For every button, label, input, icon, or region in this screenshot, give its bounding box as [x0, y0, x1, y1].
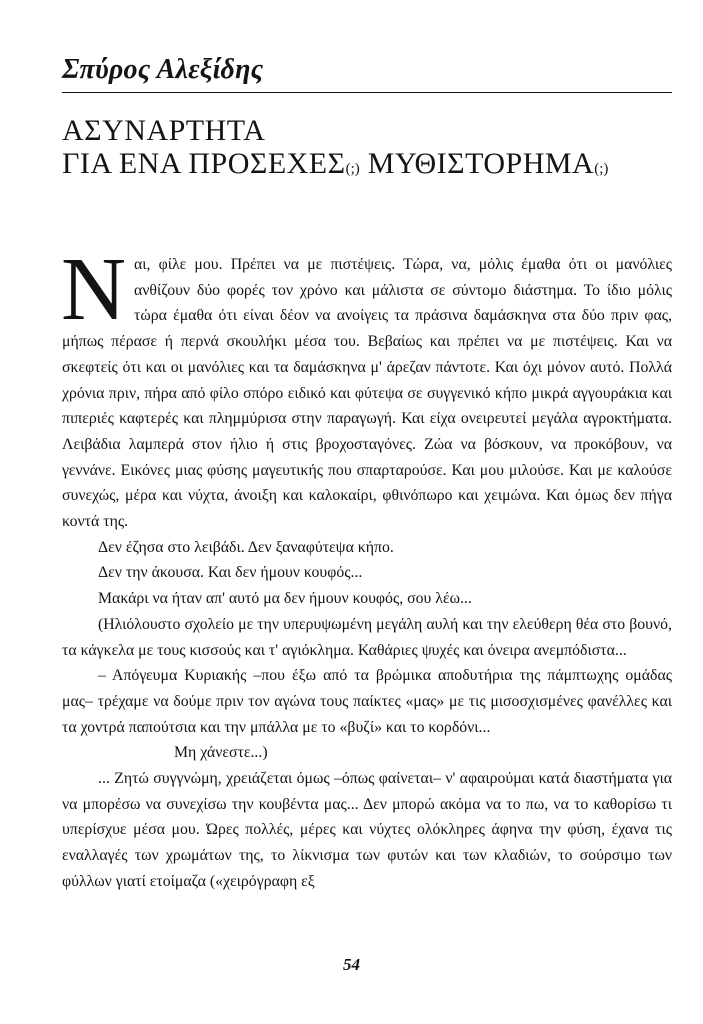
title-question-mark-1: (;) — [345, 161, 360, 177]
page-number: 54 — [343, 955, 360, 974]
paragraph-2: Δεν έζησα στο λειβάδι. Δεν ξαναφύτεψα κήπο. — [98, 538, 394, 556]
paragraph-7: Μη χάνεστε...) — [174, 744, 268, 762]
paragraph-6: – Απόγευμα Κυριακής –που έξω από τα βρώμικα αποδυτήρια της πάμπτωχης ομάδας μας– τρέχαμε να δούμε πριν τον αγώνα τους παίκτες «μας» με τις μισοσχισμένες φανέλλες και τα χοντρά παπούτσια και την μπάλλα με το «βυζί» και το κορδόνι... — [62, 667, 672, 736]
paragraph-8: ... Ζητώ συγγνώμη, χρειάζεται όμως –όπως φαίνεται– ν' αφαιρούμαι κατά διαστήματα για να μπορέσω να συνεχίσω την κουβέντα μας... Δεν μπορώ ακόμα να το πω, να το καθορίσω τι υπερίσχυε μέσα μου. Ώρες πολλές, μέρες και νύχτες ολόκληρες άφηνα την φύση, έχανα τις εναλλαγές των χρωμάτων της, το λίκνισμα των φυτών και των κλαδιών, το σούρσιμο των φύλλων γιατί ετοίμαζα («χειρόγραφη εξ — [62, 770, 672, 890]
paragraph-1-text: αι, φίλε μου. Πρέπει να με πιστέψεις. Τώρα, να, μόλις έμαθα ότι οι μανόλιες ανθίζουν δύο φορές τον χρόνο και μάλιστα σε σύντομο διάστημα. Το ίδιο μόλις τώρα έμαθα ότι είναι δέον να ανοίγεις τα πράσινα δαμάσκηνα στα δύο πριν φας, μήπως πέρασε ή περνά σκουλήκι μέσα του. Βεβαίως και πρέπει να με πιστέψεις. Και να σκεφτείς ότι και οι μανόλιες και τα δαμάσκηνα μ' άρεζαν πάντοτε. Και όχι μόνον αυτό. Πολλά χρόνια πριν, πήρα από φίλο σπόρο ειδικό και φύτεψα σε συγγενικό κήπο μικρά αγγουράκια και πιπεριές καφτερές και πλημμύρισα στην παραγωγή. Και είχα ονειρευτεί μεγάλα αγροκτήματα. Λειβάδια λαμπερά στον ήλιο ή στις βροχοσταγόνες. Ζώα να βόσκουν, να προκόβουν, να γεννάνε. Εικόνες μιας φύσης μαγευτικής που σπαρταρούσε. Και μου μιλούσε. Και με καλούσε συνεχώς, μέρα και νύχτα, άνοιξη και καλοκαίρι, φθινόπωρο και χειμώνα. Και όμως δεν πήγα κοντά της. — [62, 256, 672, 531]
title-line-2-part-2: ΜΥΘΙΣΤΟΡΗΜΑ — [359, 147, 595, 180]
paragraph-3: Δεν την άκουσα. Και δεν ήμουν κουφός... — [98, 564, 363, 582]
title-line-2-part-1: ΓΙΑ ΕΝΑ ΠΡΟΣΕΧΕΣ — [62, 147, 346, 180]
title-line-2 — [62, 147, 682, 186]
paragraph-5: (Ηλιόλουστο σχολείο με την υπερυψωμένη μεγάλη αυλή και την ελεύθερη θέα στο βουνό, τα κάγκελα με τους κισσούς και τ' αγιόκλημα. Καθάριες ψυχές και όνειρα ανεμπόδιστα... — [62, 615, 672, 659]
title-line-1: ΑΣΥΝΑΡΤΗΤΑ — [62, 114, 266, 147]
header-rule — [62, 92, 672, 93]
paragraph-4: Μακάρι να ήταν απ' αυτό μα δεν ήμουν κουφός, σου λέω... — [98, 590, 472, 608]
paragraph-1 — [61, 240, 672, 535]
chapter-title — [62, 114, 682, 186]
author-name: Σπύρος Αλεξίδης — [62, 54, 264, 85]
title-question-mark-2: (;) — [594, 161, 609, 177]
drop-cap: Ν — [61, 240, 126, 339]
body-text — [61, 240, 672, 895]
